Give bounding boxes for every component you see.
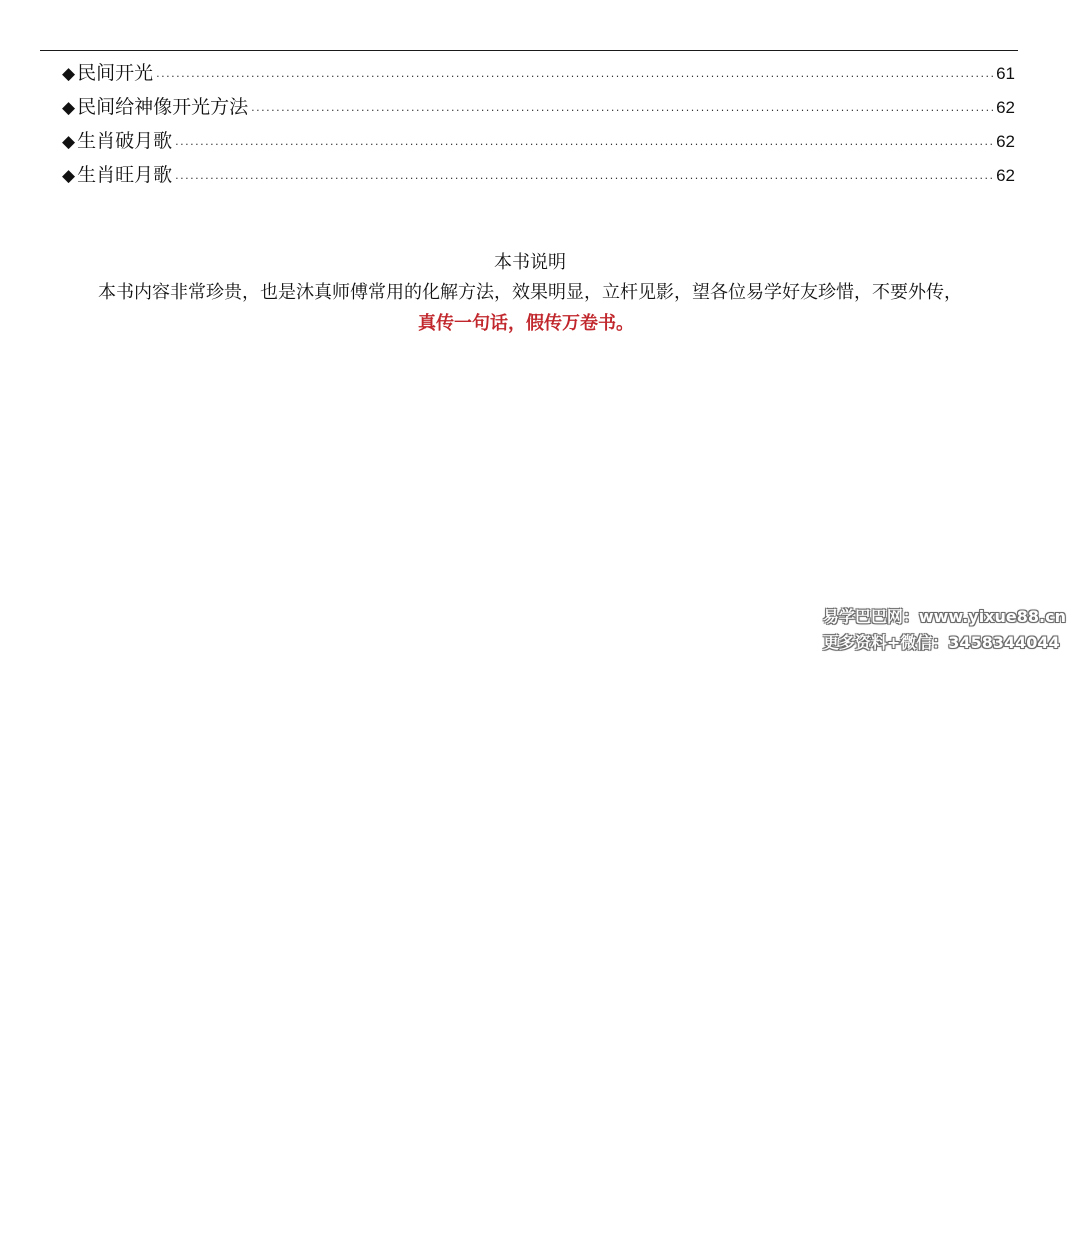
toc-entry-title: 生肖破月歌 [77, 130, 173, 152]
toc-entry[interactable] [62, 124, 1015, 158]
toc-entry-page: 62 [996, 98, 1015, 117]
top-rule-divider [40, 50, 1018, 51]
diamond-bullet-icon: ◆ [62, 98, 76, 118]
dot-leader [156, 57, 993, 91]
toc-entry[interactable] [62, 90, 1015, 124]
watermark [823, 604, 1066, 656]
dot-leader [175, 159, 993, 193]
diamond-bullet-icon: ◆ [62, 132, 76, 152]
toc-entry-title: 生肖旺月歌 [77, 164, 173, 186]
toc-entry-page: 62 [996, 166, 1015, 185]
table-of-contents [62, 56, 1015, 192]
toc-entry[interactable] [62, 158, 1015, 192]
toc-entry-page: 61 [996, 64, 1015, 83]
diamond-bullet-icon: ◆ [62, 64, 76, 84]
dot-leader [251, 91, 993, 125]
toc-entry[interactable] [62, 56, 1015, 90]
watermark-site-line: 易学巴巴网：www.yixue88.cn [822, 607, 1066, 626]
watermark-contact-line: 更多资料+微信：3458344044 [822, 633, 1060, 652]
diamond-bullet-icon: ◆ [62, 166, 76, 186]
toc-entry-title: 民间开光 [77, 62, 154, 84]
notice-highlight: 真传一句话，假传万卷书。 [418, 313, 634, 334]
dot-leader [175, 125, 993, 159]
notice-body: 本书内容非常珍贵，也是沐真师傅常用的化解方法，效果明显，立杆见影，望各位易学好友珍惜，不要外传， [98, 282, 962, 303]
toc-entry-title: 民间给神像开光方法 [77, 96, 249, 118]
notice-title: 本书说明 [494, 252, 566, 273]
toc-entry-page: 62 [996, 132, 1015, 151]
